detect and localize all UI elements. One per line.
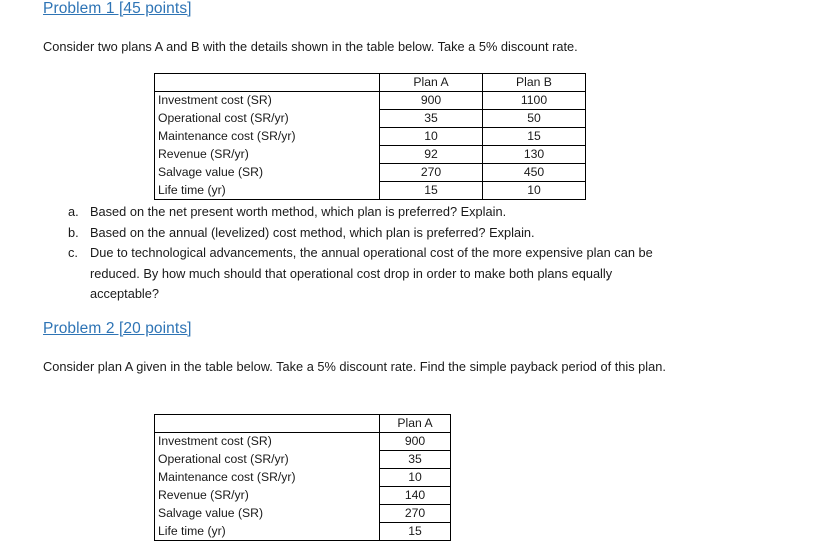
table-row: [155, 182, 586, 200]
question-item: [68, 223, 678, 244]
problem1-questions: [68, 202, 678, 305]
question-text: Based on the net present worth method, which plan is preferred? Explain.: [90, 204, 507, 219]
row-label: Maintenance cost (SR/yr): [155, 469, 380, 487]
question-item: [68, 243, 678, 305]
problem2-heading: Problem 2 [20 points]: [43, 320, 192, 337]
table-row: [155, 146, 586, 164]
table-row: [155, 128, 586, 146]
plan-a-value: 140: [380, 487, 451, 505]
row-label: Revenue (SR/yr): [155, 487, 380, 505]
question-item: [68, 202, 678, 223]
plan-a-value: 270: [380, 164, 483, 182]
row-label: Salvage value (SR): [155, 505, 380, 523]
row-label: Maintenance cost (SR/yr): [155, 128, 380, 146]
problem1-table: [154, 73, 586, 200]
plan-a-value: 35: [380, 451, 451, 469]
table-row: [155, 505, 451, 523]
row-label: Revenue (SR/yr): [155, 146, 380, 164]
table-row: [155, 92, 586, 110]
row-label: Operational cost (SR/yr): [155, 451, 380, 469]
problem2-intro: Consider plan A given in the table below. Take a 5% discount rate. Find the simple payback period of this plan.: [43, 359, 666, 374]
question-text: Due to technological advancements, the annual operational cost of the more expensive plan can be reduced. By how much should that operational cost drop in order to make both plans equally acceptable?: [90, 245, 653, 301]
plan-a-value: 35: [380, 110, 483, 128]
table-row: [155, 451, 451, 469]
question-text: Based on the annual (levelized) cost method, which plan is preferred? Explain.: [90, 224, 535, 240]
table-row: [155, 433, 451, 451]
plan-b-value: 15: [483, 128, 586, 146]
plan-a-value: 10: [380, 469, 451, 487]
question-marker: c.: [68, 245, 78, 260]
table-row: [155, 469, 451, 487]
plan-b-value: 1100: [483, 92, 586, 110]
plan-a-value: 15: [380, 182, 483, 200]
table-row: [155, 164, 586, 182]
plan-b-value: 10: [483, 182, 586, 200]
plan-b-value: 50: [483, 110, 586, 128]
question-marker: a.: [68, 204, 79, 219]
plan-a-value: 10: [380, 128, 483, 146]
plan-a-value: 92: [380, 146, 483, 164]
row-label: Investment cost (SR): [155, 92, 380, 110]
plan-a-value: 15: [380, 523, 451, 541]
plan-b-value: 130: [483, 146, 586, 164]
problem1-intro: Consider two plans A and B with the details shown in the table below. Take a 5% discount rate.: [43, 39, 578, 54]
column-header-plan-a: Plan A: [380, 415, 451, 433]
question-marker: b.: [68, 224, 79, 240]
table-row: [155, 110, 586, 128]
table-row: [155, 487, 451, 505]
problem2-table: [154, 414, 451, 541]
column-header-plan-a: Plan A: [380, 74, 483, 92]
table-corner: [155, 74, 380, 92]
table-row: [155, 523, 451, 541]
plan-a-value: 270: [380, 505, 451, 523]
row-label: Life time (yr): [155, 182, 380, 200]
row-label: Life time (yr): [155, 523, 380, 541]
plan-a-value: 900: [380, 92, 483, 110]
plan-b-value: 450: [483, 164, 586, 182]
row-label: Investment cost (SR): [155, 433, 380, 451]
row-label: Operational cost (SR/yr): [155, 110, 380, 128]
table-corner: [155, 415, 380, 433]
row-label: Salvage value (SR): [155, 164, 380, 182]
column-header-plan-b: Plan B: [483, 74, 586, 92]
problem1-heading: Problem 1 [45 points]: [43, 0, 192, 17]
plan-a-value: 900: [380, 433, 451, 451]
